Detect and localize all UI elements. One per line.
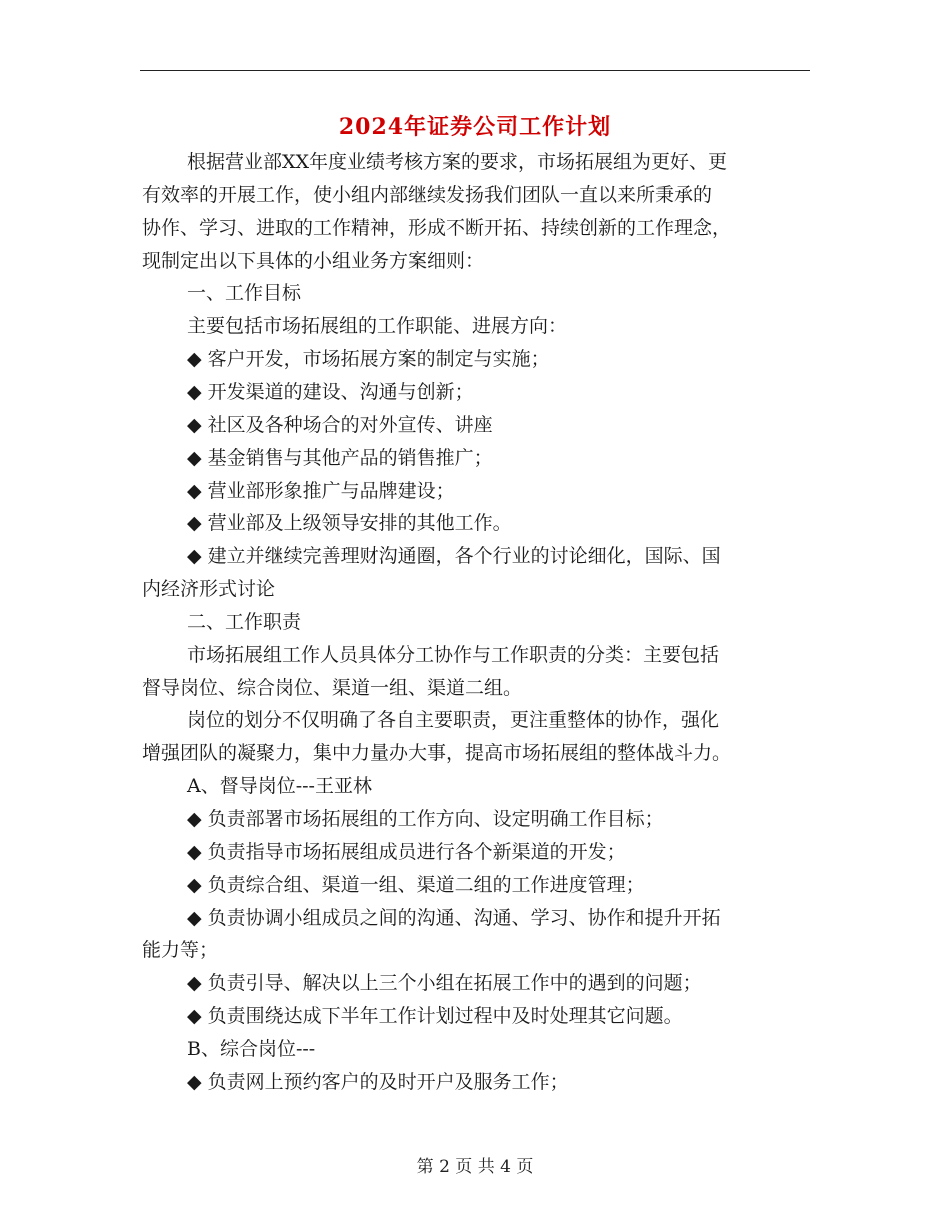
paragraph-line: ◆ 负责网上预约客户的及时开户及服务工作； bbox=[187, 1070, 569, 1093]
paragraph-line: 一、工作目标 bbox=[187, 282, 302, 305]
paragraph-line: 能力等； bbox=[142, 939, 219, 962]
paragraph-line: 协作、学习、进取的工作精神，形成不断开拓、持续创新的工作理念， bbox=[142, 216, 732, 239]
paragraph-line: ◆ 负责部署市场拓展组的工作方向、设定明确工作目标； bbox=[187, 808, 664, 830]
paragraph-line: 督导岗位、综合岗位、渠道一组、渠道二组。 bbox=[142, 676, 523, 699]
paragraph-line: ◆ 负责引导、解决以上三个小组在拓展工作中的遇到的问题； bbox=[187, 972, 702, 995]
paragraph-line: ◆ 社区及各种场合的对外宣传、讲座 bbox=[187, 413, 493, 436]
paragraph-line: A、督导岗位---王亚林 bbox=[187, 775, 372, 798]
paragraph-line: 市场拓展组工作人员具体分工协作与工作职责的分类：主要包括 bbox=[187, 643, 720, 666]
paragraph-line: 内经济形式讨论 bbox=[142, 578, 276, 601]
paragraph-line: ◆ 基金销售与其他产品的销售推广； bbox=[187, 446, 493, 469]
paragraph-line: 根据营业部XX年度业绩考核方案的要求，市场拓展组为更好、更 bbox=[187, 151, 728, 173]
document-title: 2024年证券公司工作计划 bbox=[338, 114, 612, 140]
page-footer: 第 2 页 共 4 页 bbox=[416, 1157, 534, 1177]
paragraph-line: ◆ 营业部及上级领导安排的其他工作。 bbox=[187, 512, 512, 535]
paragraph-line: ◆ 负责指导市场拓展组成员进行各个新渠道的开发； bbox=[187, 840, 626, 863]
header-rule bbox=[140, 70, 810, 71]
paragraph-line: ◆ 负责综合组、渠道一组、渠道二组的工作进度管理； bbox=[187, 873, 645, 896]
paragraph-line: 有效率的开展工作，使小组内部继续发扬我们团队一直以来所秉承的 bbox=[142, 183, 713, 206]
paragraph-line: 二、工作职责 bbox=[187, 610, 302, 633]
paragraph-line: 增强团队的凝聚力，集中力量办大事，提高市场拓展组的整体战斗力。 bbox=[142, 742, 732, 765]
paragraph-line: B、综合岗位--- bbox=[187, 1037, 316, 1060]
paragraph-line: ◆ 营业部形象推广与品牌建设； bbox=[187, 479, 455, 502]
paragraph-line: 现制定出以下具体的小组业务方案细则： bbox=[142, 249, 485, 272]
paragraph-line: 主要包括市场拓展组的工作职能、进展方向： bbox=[187, 315, 568, 338]
paragraph-line: 岗位的划分不仅明确了各自主要职责，更注重整体的协作，强化 bbox=[187, 709, 720, 732]
paragraph-line: ◆ 开发渠道的建设、沟通与创新； bbox=[187, 380, 474, 403]
paragraph-line: ◆ 客户开发，市场拓展方案的制定与实施； bbox=[187, 348, 550, 371]
paragraph-line: ◆ 负责协调小组成员之间的沟通、沟通、学习、协作和提升开拓 bbox=[187, 906, 721, 929]
paragraph-line: ◆ 负责围绕达成下半年工作计划过程中及时处理其它问题。 bbox=[187, 1005, 683, 1028]
paragraph-line: ◆ 建立并继续完善理财沟通圈，各个行业的讨论细化，国际、国 bbox=[187, 545, 721, 568]
